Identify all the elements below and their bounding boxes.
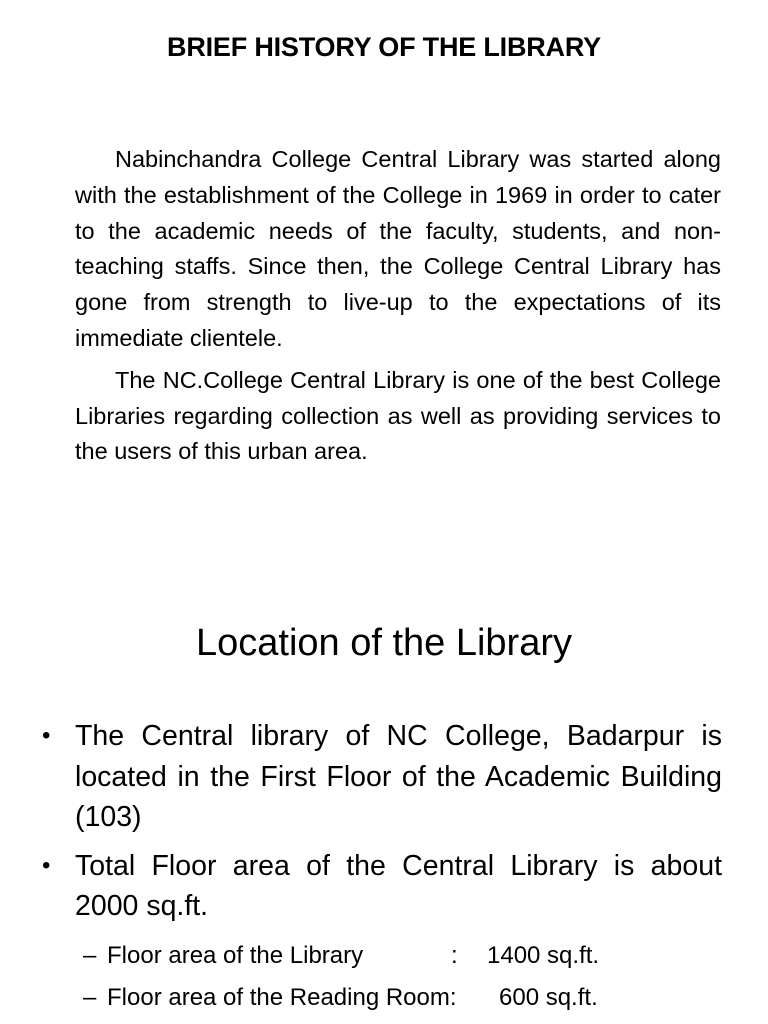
sub-item-label: Floor area of the Reading Room: — [107, 983, 457, 1011]
sub-item-separator: : — [451, 941, 458, 969]
dash-icon: – — [83, 941, 97, 969]
sub-item-reading-room-area — [83, 977, 722, 1019]
bullet-text-2: Total Floor area of the Central Library is about 2000 sq.ft. — [75, 849, 722, 922]
bullet-icon: • — [42, 722, 51, 749]
history-paragraph-1: Nabinchandra College Central Library was started along with the establishment of the College in 1969 in order to cater to the academic needs of the faculty, students, and non-teaching staffs. Since then, the College Central Library has gone from strength to live-up to the expectations of its immediate clientele. — [75, 146, 721, 351]
sub-item-library-area — [83, 935, 722, 977]
bullet-item-1 — [42, 716, 722, 838]
sub-item-value: 600 sq.ft. — [499, 983, 598, 1011]
page-title: BRIEF HISTORY OF THE LIBRARY — [167, 32, 601, 62]
bullet-icon: • — [42, 851, 51, 879]
location-heading: Location of the Library — [195, 622, 572, 664]
sub-item-value: 1400 sq.ft. — [487, 941, 600, 969]
bullet-item-2 — [42, 846, 722, 927]
bullet-text-1: The Central library of NC College, Badarpur is located in the First Floor of the Academic Building (103) — [75, 720, 722, 833]
sub-item-label: Floor area of the Library — [107, 941, 364, 969]
history-section — [75, 142, 721, 470]
location-bullet-list — [42, 716, 722, 1019]
history-paragraph-2: The NC.College Central Library is one of the best College Libraries regarding collection as well as providing services to the users of this urban area. — [75, 366, 721, 465]
dash-icon: – — [83, 983, 97, 1011]
